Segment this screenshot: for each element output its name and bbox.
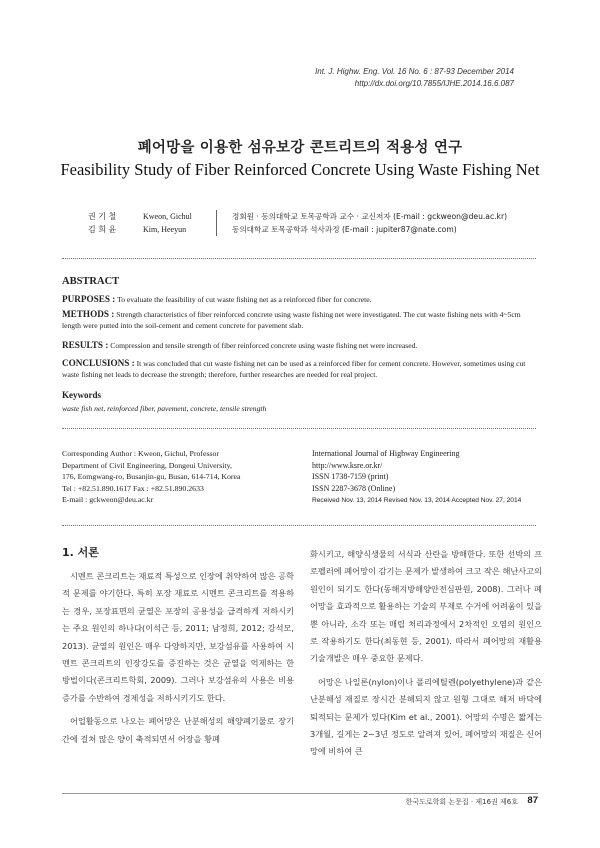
abstract-heading: ABSTRACT xyxy=(62,276,120,287)
journal-volume-line: Int. J. Highw. Eng. Vol. 16 No. 6 : 87-93 December 2014 xyxy=(315,67,514,76)
corr-line-4: Tel : +82.51.890.1617 Fax : +82.51.890.2633 xyxy=(62,483,204,493)
author-1-name-ko: 권 기 철 xyxy=(88,212,117,221)
results-text: Compression and tensile strength of fiber reinforced concrete using waste fishing net were increased. xyxy=(108,341,418,350)
journal-citation xyxy=(315,66,514,90)
keywords-text: waste fish net, reinforced fiber, pavement, concrete, tensile strength xyxy=(62,404,267,413)
body-column-left xyxy=(62,568,294,748)
author-2-name-en: Kim, Heeyun xyxy=(143,225,187,234)
body-column-right xyxy=(310,546,542,761)
divider-top xyxy=(62,258,536,259)
section-title: 1. 서론 xyxy=(62,546,99,559)
author-names-english xyxy=(143,210,213,236)
abstract-results xyxy=(62,340,538,351)
paragraph-left-1: 시멘트 콘크리트는 재료적 특성으로 인장에 취약하여 많은 공학적 문제를 야기한다. 특히 포장 재료로 시멘트 콘크리트를 적용하는 경우, 포장표면의 균열은 포장의 공용성을 급격하게 저하시키는 주요 원인의 하나다(이석근 등, 2011; 남정희, 2012; 강석모, 2013). 균열의 원인은 매우 다양하지만, 보강섬유를 사용하여 시멘트 콘크리트의 인장강도를 증진하는 것은 균열을 억제하는 한 방법이다(콘크리트학회, 2009). 그러나 보강섬유의 사용은 비용 증가를 수반하여 경제성을 저하시키기도 한다. xyxy=(62,571,294,703)
title-korean: 폐어망을 이용한 섬유보강 콘트리트의 적용성 연구 xyxy=(137,140,463,156)
conclusions-label: CONCLUSIONS : xyxy=(62,358,135,368)
issn-print: ISSN 1738-7159 (print) xyxy=(312,472,389,482)
abstract-methods xyxy=(62,309,538,331)
corr-line-2: Department of Civil Engineering, Dongeui University, xyxy=(62,460,232,470)
purposes-label: PURPOSES : xyxy=(62,294,116,304)
corr-email[interactable]: E-mail : gckweon@deu.ac.kr xyxy=(62,495,154,505)
issn-online: ISSN 2287-3678 (Online) xyxy=(312,483,396,493)
abstract-purposes xyxy=(62,294,538,305)
author-names-korean xyxy=(88,210,128,236)
methods-text: Strength characteristics of fiber reinforced concrete using waste fishing net were investigated. The cut waste fishing nets with 4~5cm length were putted into the soil-cement and cement concrete for pavement slab. xyxy=(62,310,521,330)
page-number: 87 xyxy=(527,795,538,806)
paragraph-left-2: 어업활동으로 나오는 폐어망은 난분해성의 해양폐기물로 장기간에 걸쳐 많은 양이 축적되면서 어장을 황폐 xyxy=(62,716,294,744)
journal-name: International Journal of Highway Engineering xyxy=(312,449,460,458)
author-1-affiliation: 정회원 · 동의대학교 토목공학과 교수 · 교신저자 (E-mail : gckweon@deu.ac.kr) xyxy=(232,212,508,221)
received-dates: Received Nov. 13, 2014 Revised Nov. 13, 2014 Accepted Nov. 27, 2014 xyxy=(312,497,522,505)
author-2-name-ko: 김 희 윤 xyxy=(88,225,117,234)
corr-line-1: Corresponding Author : Kweon, Gichul, Professor xyxy=(62,449,220,458)
paragraph-right-1: 화시키고, 해양식생물의 서식과 산란을 방해한다. 또한 선박의 프로펠러에 폐어망이 감기는 문제가 발생하여 크고 작은 해난사고의 원인이 되기도 한다(동해지방해양안전심판원, 2008). 그러나 폐어망을 효과적으로 활용하는 기술의 부재로 수거에 어려움이 있을 뿐 아니라, 소각 또는 매립 처리과정에서 2차적인 오염의 원인으로 작용하기도 한다(최동현 등, 2001). 따라서 폐어망의 재활용 기술개발은 매우 중요한 문제다. xyxy=(310,549,542,664)
author-affiliations xyxy=(232,210,532,236)
title-english: Feasibility Study of Fiber Reinforced Concrete Using Waste Fishing Net xyxy=(60,160,540,179)
divider-mid xyxy=(62,428,536,429)
doi-link[interactable]: http://dx.doi.org/10.7855/IJHE.2014.16.6.087 xyxy=(354,79,514,88)
corresponding-author-block xyxy=(62,448,302,506)
methods-label: METHODS : xyxy=(62,309,115,319)
purposes-text: To evaluate the feasibility of cut waste fishing net as a reinforced fiber for concrete. xyxy=(115,295,372,304)
conclusions-text: It was concluded that cut waste fishing net can be used as a reinforced fiber for cement concrete. However, sometimes using cut waste fishing net leads to decrease the strength; therefore, further researches are needed for real project. xyxy=(62,359,526,379)
author-1-name-en: Kweon, Gichul xyxy=(143,212,192,221)
journal-info-block xyxy=(312,448,542,507)
footer-journal-text: 한국도로학회 논문집 · 제16권 제6호 xyxy=(405,798,518,806)
keywords-heading: Keywords xyxy=(62,390,101,400)
author-2-affiliation: 동의대학교 토목공학과 석사과정 (E-mail : jupiter87@nate.com) xyxy=(232,225,457,234)
corr-line-3: 176, Eomgwang-ro, Busanjin-gu, Busan, 614-714, Korea xyxy=(62,472,241,482)
divider-bottom xyxy=(62,525,536,526)
footer-rule xyxy=(62,793,538,794)
results-label: RESULTS : xyxy=(62,340,109,350)
paragraph-right-2: 어망은 나일론(nylon)이나 폴리에틸렌(polyethylene)과 같은 난분해성 재질로 장시간 분해되지 않고 원형 그대로 해저 바닥에 퇴적되는 문제가 있다(Kim et al., 2001). 어망의 수명은 짧게는 3개월, 길게는 2~3년 정도로 알려져 있어, 폐어망의 재질은 신어망에 비하여 큰 xyxy=(310,676,542,757)
journal-url[interactable]: http://www.ksre.or.kr/ xyxy=(312,460,383,470)
abstract-conclusions xyxy=(62,358,538,380)
author-divider xyxy=(216,210,217,236)
